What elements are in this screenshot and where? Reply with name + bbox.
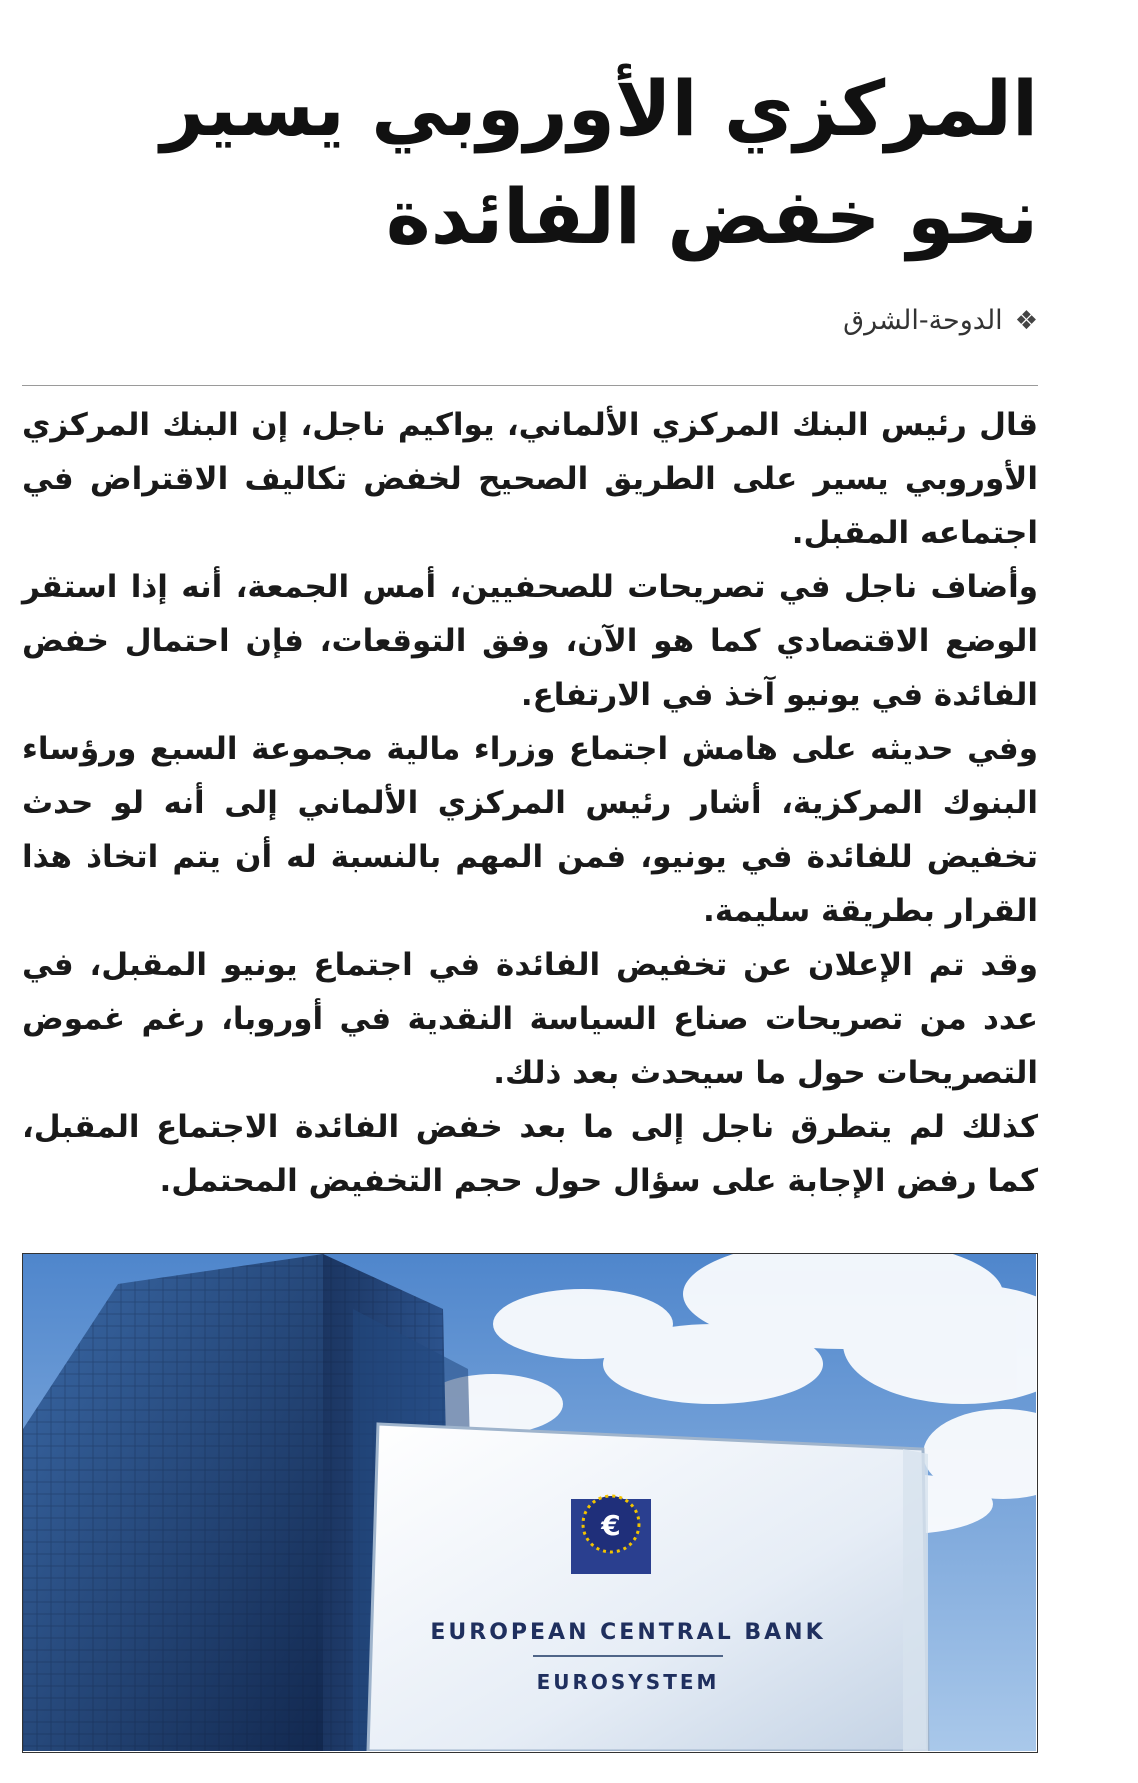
paragraph-1: قال رئيس البنك المركزي الألماني، يواكيم ناجل، إن البنك المركزي الأوروبي يسير على الطريق الصحيح لخفض تكاليف الاقتراض في اجتماعه المقبل. bbox=[22, 407, 1038, 551]
article-body bbox=[22, 398, 1038, 1208]
headline-line-1: المركزي الأوروبي يسير bbox=[160, 64, 1038, 153]
byline bbox=[843, 305, 1038, 336]
paragraph-4: وقد تم الإعلان عن تخفيض الفائدة في اجتماع يونيو المقبل، في عدد من تصريحات صناع السياسة النقدية في أوروبا، رغم غموض التصريحات حول ما سيحدث بعد ذلك. bbox=[22, 947, 1038, 1091]
article bbox=[22, 0, 1038, 1783]
photo-illustration bbox=[23, 1254, 1036, 1751]
paragraph-5: كذلك لم يتطرق ناجل إلى ما بعد خفض الفائدة الاجتماع المقبل، كما رفض الإجابة على سؤال حول حجم التخفيض المحتمل. bbox=[22, 1109, 1038, 1199]
sign-title: EUROPEAN CENTRAL BANK bbox=[430, 1620, 826, 1645]
paragraph-2: وأضاف ناجل في تصريحات للصحفيين، أمس الجمعة، أنه إذا استقر الوضع الاقتصادي كما هو الآن، وفق التوقعات، فإن احتمال خفض الفائدة في يونيو آخذ في الارتفاع. bbox=[22, 569, 1038, 713]
diamond-bullet-icon: ❖ bbox=[1014, 305, 1038, 336]
ecb-building-photo bbox=[22, 1253, 1038, 1753]
paragraph-3: وفي حديثه على هامش اجتماع وزراء مالية مجموعة السبع ورؤساء البنوك المركزية، أشار رئيس المركزي الألماني إلى أنه لو حدث تخفيض للفائدة في يونيو، فمن المهم بالنسبة له أن يتم اتخاذ هذا القرار بطريقة سليمة. bbox=[22, 731, 1038, 929]
headline-line-2: نحو خفض الفائدة bbox=[385, 172, 1038, 261]
divider bbox=[22, 385, 1038, 386]
glass-sign bbox=[368, 1424, 928, 1751]
euro-symbol: € bbox=[601, 1509, 621, 1542]
headline bbox=[38, 55, 1038, 271]
sign-subtitle: EUROSYSTEM bbox=[536, 1670, 720, 1694]
byline-text: الدوحة-الشرق bbox=[843, 305, 1003, 336]
